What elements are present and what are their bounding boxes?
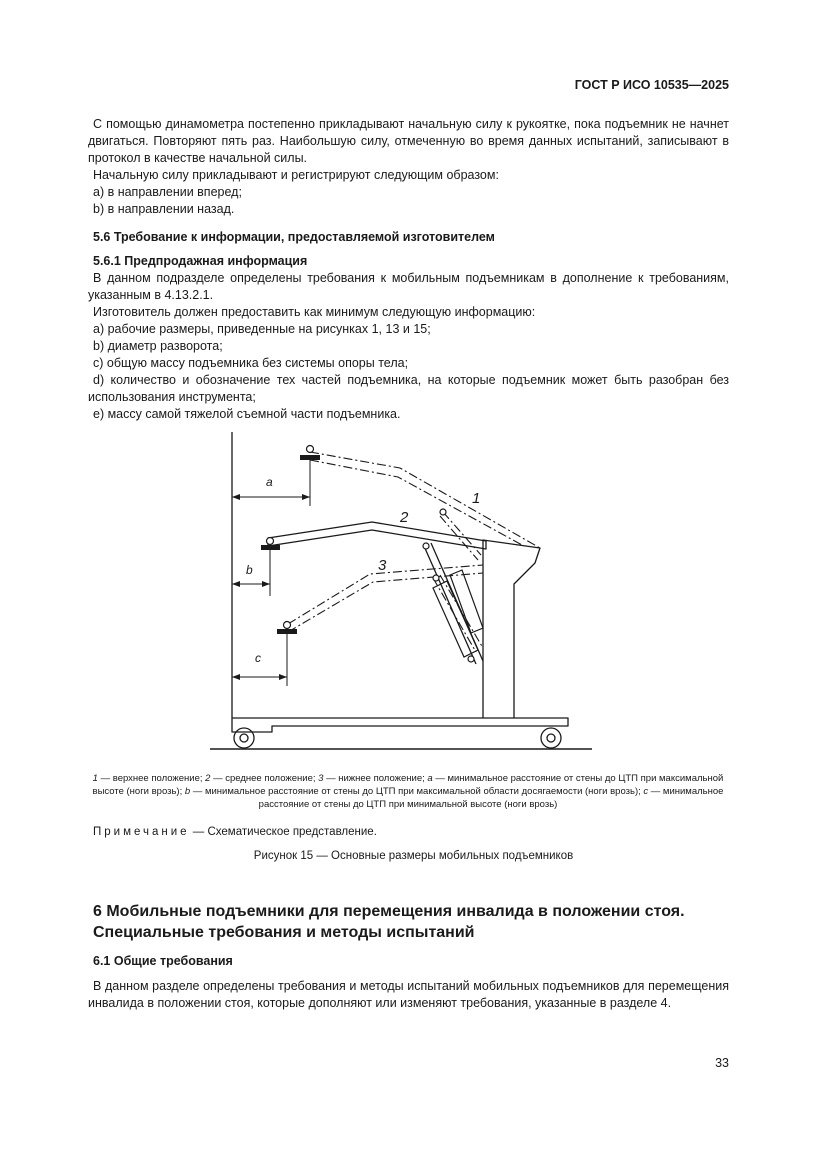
page-number: 33	[715, 1056, 729, 1070]
front-wheel	[541, 728, 561, 748]
label-position-3: 3	[378, 557, 387, 574]
section-6-paragraph: В данном разделе определены требования и методы испытаний мобильных подъемников для перемещения инвалида в положении стоя, которые дополняют или изменяют требования, указанные в разделе 4.	[88, 979, 729, 1010]
section-paragraph-2: Изготовитель должен предоставить как минимум следующую информацию:	[93, 305, 536, 319]
list-item: e) массу самой тяжелой съемной части подъемника.	[93, 407, 401, 421]
section-heading-6: 6 Мобильные подъемники для перемещения инвалида в положении стоя. Специальные требования и методы испытаний	[93, 903, 685, 941]
list-item: d) количество и обозначение тех частей подъемника, на которые подъемник может быть разобран без использования инструмента;	[88, 373, 729, 404]
figure-legend: 1 — верхнее положение; 2 — среднее положение; 3 — нижнее положение; a — минимальное расстояние от стены до ЦТП при максимальной высоте (ноги врозь); b — минимальное расстояние от стены до ЦТП при максимальной области досягаемости (ноги врозь); c — минимальное расстояние от стены до ЦТП при минимальной высоте (ноги врозь)	[92, 773, 724, 810]
list-item: b) в направлении назад.	[93, 202, 235, 216]
boom-middle	[268, 522, 486, 549]
list-item: b) диаметр разворота;	[93, 339, 223, 353]
note-text: — Схематическое представление.	[189, 826, 377, 838]
rear-wheel	[234, 728, 254, 748]
lift-base	[232, 718, 568, 732]
list-item: a) в направлении вперед;	[93, 185, 242, 199]
document-header: ГОСТ Р ИСО 10535—2025	[574, 78, 729, 92]
label-position-2: 2	[400, 509, 409, 526]
intro-paragraph-2: Начальную силу прикладывают и регистрируют следующим образом:	[93, 168, 499, 182]
figure-note	[93, 826, 377, 838]
note-label: Примечание	[93, 826, 190, 838]
subsection-heading-5-6-1: 5.6.1 Предпродажная информация	[93, 254, 308, 268]
list-item: a) рабочие размеры, приведенные на рисунках 1, 13 и 15;	[93, 322, 431, 336]
figure-title: Рисунок 15 — Основные размеры мобильных подъемников	[253, 850, 574, 862]
label-dim-a: a	[266, 475, 273, 489]
lift-mast	[483, 540, 540, 718]
section-paragraph: В данном подразделе определены требования к мобильным подъемникам в дополнение к требованиям, указанным в 4.13.2.1.	[88, 271, 729, 302]
legend-key: 1	[92, 773, 98, 784]
label-position-1: 1	[472, 490, 481, 507]
label-dim-c: c	[255, 651, 261, 665]
list-item: c) общую массу подъемника без системы опоры тела;	[93, 356, 409, 370]
subsection-heading-6-1: 6.1 Общие требования	[93, 954, 233, 968]
intro-paragraph: С помощью динамометра постепенно прикладывают начальную силу к рукоятке, пока подъемник не начнет двигаться. Повторяют пять раз. Наибольшую силу, отмеченную во время данных испытаний, записывают в протокол в качестве начальной силы.	[88, 117, 729, 165]
section-heading-5-6: 5.6 Требование к информации, предоставляемой изготовителем	[93, 230, 495, 244]
label-dim-b: b	[246, 563, 253, 577]
